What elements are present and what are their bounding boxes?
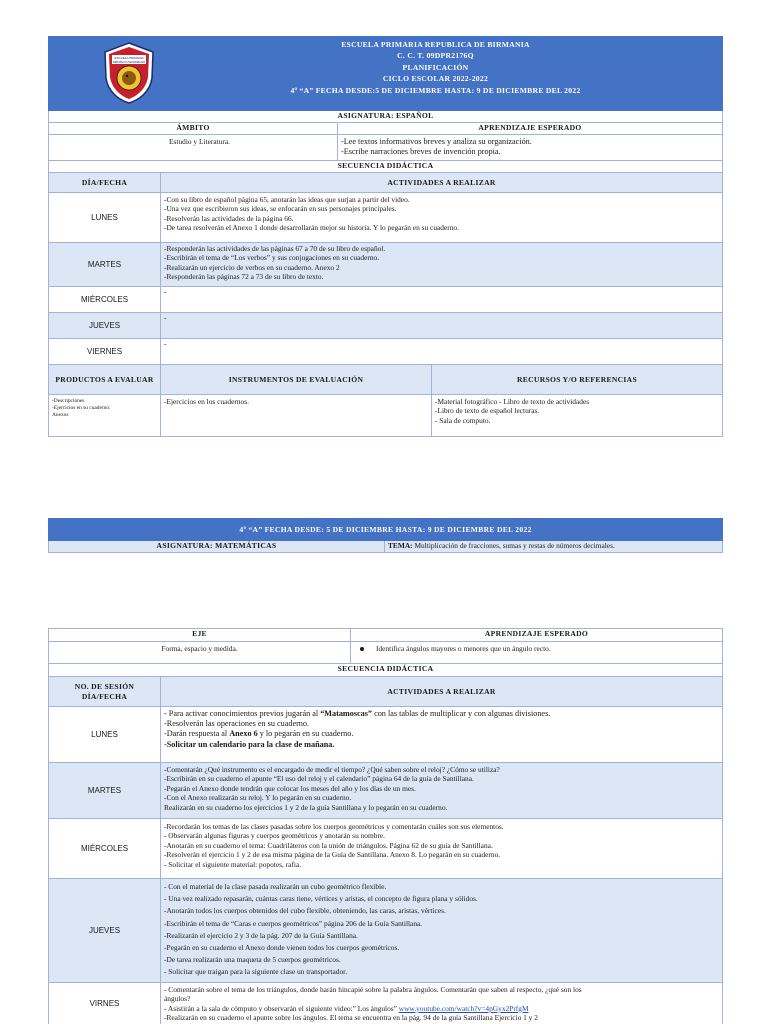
math-activities-lunes	[161, 707, 723, 763]
activity-line: -Resolverán el ejercicio 1 y 2 de esa misma página de la Guía de Santillana. Anexo 8. Lo pegarán en su cuaderno.	[164, 850, 501, 860]
instruments-value: -Ejercicios en los cuadernos.	[161, 395, 432, 437]
math-group-date: 4º “A” FECHA DESDE: 5 DE DICIEMBRE HASTA: 9 DE DICIEMBRE DEL 2022	[49, 519, 723, 541]
planning-title: PLANIFICACIÓN	[402, 62, 469, 72]
bullet-icon	[360, 647, 364, 651]
day-jueves: JUEVES	[49, 313, 161, 339]
activity-line: -De tarea realizarán una maqueta de 5 cuerpos geométricos.	[164, 955, 341, 965]
session-header	[49, 677, 161, 707]
instruments-header: INSTRUMENTOS DE EVALUACIÓN	[161, 365, 432, 395]
video-link[interactable]: www.youtube.com/watch?v=4pGyx2PrfgM	[398, 1003, 529, 1013]
math-day-viernes: VIRNES	[49, 983, 161, 1024]
day-date-header: DÍA/FECHA	[49, 173, 161, 193]
math-learning-header: APRENDIZAJE ESPERADO	[351, 629, 723, 642]
activity-line: -Escribirán en su cuaderno el apunte “El uso del reloj y el calendario” página 64 de la guía de Santillana.	[164, 774, 474, 784]
school-cct: C. C. T. 09DPR2176Q	[397, 51, 474, 61]
school-shield-logo	[103, 42, 155, 104]
activity-line: - Solicitar el siguiente material: popotes, rafia.	[164, 859, 302, 869]
math-activities-martes	[161, 763, 723, 819]
math-topic-label: TEMA:	[388, 541, 413, 550]
activity-line: -Responderán las páginas 72 a 73 de su libro de texto.	[164, 272, 324, 282]
activities-miercoles: -	[161, 287, 723, 313]
math-learning-value	[351, 642, 723, 664]
math-activities-miercoles	[161, 819, 723, 879]
math-day-jueves: JUEVES	[49, 879, 161, 983]
activity-line: - Comentarán sobre el tema de los triángulos, donde harán hincapié sobre la palabra ángulos. Comentarán que saben al respecto, ¿qué son los	[164, 985, 582, 994]
resource-item: - Sala de computo.	[435, 415, 491, 425]
school-name: ESCUELA PRIMARIA REPUBLICA DE BIRMANIA	[341, 40, 530, 49]
math-day-martes: MARTES	[49, 763, 161, 819]
school-header-text	[169, 39, 702, 96]
day-martes: MARTES	[49, 243, 161, 287]
activity-line: -Comentarán ¿Qué instrumento es el encargado de medir el tiempo? ¿Qué saben sobre el reloj? ¿Cómo se utiliza?	[164, 765, 500, 774]
math-table	[48, 628, 723, 1024]
math-plan	[48, 628, 722, 1024]
session-header-line2: DÍA/FECHA	[81, 691, 128, 701]
activities-lunes	[161, 193, 723, 243]
product-item: -Descripciones	[52, 398, 85, 404]
activities-martes	[161, 243, 723, 287]
activity-line: - Observarán algunas figuras y cuerpos geométricos y anotarán su nombre.	[164, 831, 386, 841]
resource-item: -Libro de texto de español lecturas.	[435, 406, 540, 416]
activity-line: - Para activar conocimientos previos jugarán al “Matamoscas” con las tablas de multiplicar y con algunas divisiones.	[164, 709, 551, 718]
activity-line: -Anotarán en su cuaderno el tema: Cuadriláteros con la unión de triángulos. Página 62 de su guía de Santillana.	[164, 840, 493, 850]
math-sequence-title: SECUENCIA DIDÁCTICA	[49, 664, 723, 677]
math-topic-value: Multiplicación de fracciones, sumas y restas de números decimales.	[412, 541, 615, 550]
activities-jueves: -	[161, 313, 723, 339]
learning-list	[338, 135, 723, 161]
math-activities-header: ACTIVIDADES A REALIZAR	[161, 677, 723, 707]
group-date-range: 4º “A” FECHA DESDE:5 DE DICIEMBRE HASTA: 9 DE DICIEMBRE DEL 2022	[290, 85, 581, 95]
activity-line: -Resolverán las actividades de la página 66.	[164, 213, 294, 223]
activity-line: -Darán respuesta al Anexo 6 y lo pegarán en su cuaderno.	[164, 729, 354, 739]
activity-line: -De tarea resolverán el Anexo 1 donde desarrollarán mejor su historia. Y lo pegarán en su cuaderno.	[164, 223, 459, 233]
activity-line: Realizarán en su cuaderno los ejercicios 1 y 2 de la guía Santillana y lo pegarán en su cuaderno.	[164, 802, 448, 812]
logo-text-top: ESCUELA PRIMARIA	[114, 56, 144, 60]
math-subject: ASIGNATURA: MATEMÁTICAS	[49, 541, 385, 553]
sequence-title: SECUENCIA DIDÁCTICA	[49, 161, 723, 173]
learning-item: -Lee textos informativos breves y analiza su organización.	[341, 137, 532, 146]
activity-line: -Pegarán en su cuaderno el Anexo donde vienen todos los cuerpos geométricos.	[164, 943, 400, 953]
activity-line: - Solicitar que traigan para la siguiente clase un transportador.	[164, 967, 348, 977]
product-item: Anexos	[52, 412, 69, 418]
resource-item: -Material fotográfico - Libro de texto de actividades	[435, 397, 590, 406]
school-header	[49, 37, 723, 111]
activity-line: -Recordarán los temas de las clases pasadas sobre los cuerpos geométricos y comentarán cuáles son sus elementos.	[164, 822, 504, 831]
activity-line: -Con su libro de español página 65, anotarán las ideas que surjan a partir del video.	[164, 195, 410, 204]
activity-line: -Responderán las actividades de las páginas 67 a 70 de su libro de español.	[164, 244, 386, 253]
activity-line: ángulos?	[164, 994, 191, 1004]
resources-list	[432, 395, 723, 437]
math-header-table	[48, 518, 723, 553]
activity-line: - Una vez realizado repasarán, cuántas caras tiene, vértices y aristas, el concepto de figura plana y sólidos.	[164, 894, 478, 904]
product-item: -Ejercicios en su cuaderno.	[52, 405, 111, 411]
products-header: PRODUCTOS A EVALUAR	[49, 365, 161, 395]
school-cycle: CICLO ESCOLAR 2022-2022	[382, 74, 489, 84]
learning-header: APRENDIZAJE ESPERADO	[338, 123, 723, 135]
activity-line: -Resolverán las operaciones en su cuaderno.	[164, 719, 310, 729]
activity-line: -Escribirán el tema de “Los verbos” y sus conjugaciones en su cuaderno.	[164, 253, 380, 263]
day-miercoles: MIÉRCOLES	[49, 287, 161, 313]
math-day-miercoles: MIÉRCOLES	[49, 819, 161, 879]
math-activities-viernes	[161, 983, 723, 1024]
activity-line: -Pegarán el Anexo donde tendrán que colocar los meses del año y los días de un mes.	[164, 783, 416, 793]
activities-header: ACTIVIDADES A REALIZAR	[161, 173, 723, 193]
spanish-table	[48, 36, 723, 437]
math-learning-text: Identifica ángulos mayores o menores que un ángulo recto.	[376, 644, 551, 653]
activity-line: - Con el material de la clase pasada realizarán un cubo geométrico flexible.	[164, 882, 387, 891]
spanish-plan	[48, 36, 722, 437]
learning-item: -Escribe narraciones breves de invención propia.	[341, 147, 501, 157]
ambito-header: ÁMBITO	[49, 123, 338, 135]
subject-title: ASIGNATURA: ESPAÑOL	[49, 111, 723, 123]
eje-header: EJE	[49, 629, 351, 642]
activity-line: -Realizarán en su cuaderno el apunte sobre los ángulos. El tema se encuentra en la pág. 94 de la guía Santillana Ejercicio 1 y 2	[164, 1013, 538, 1023]
resources-header: RECURSOS Y/O REFERENCIAS	[432, 365, 723, 395]
math-day-lunes: LUNES	[49, 707, 161, 763]
activity-line: - Asistirán a la sala de cómputo y observarán el siguiente video:” Los ángulos” www.youtube.com/watch?v=4pGyx2PrfgM	[164, 1003, 529, 1013]
activity-line: -Con el Anexo realizarán su reloj. Y lo pegarán en su cuaderno.	[164, 793, 352, 803]
activities-viernes: -	[161, 339, 723, 365]
activity-line: -Una vez que escribieron sus ideas, se enfocarán en sus personajes principales.	[164, 204, 397, 214]
ambito-value: Estudio y Literatura.	[49, 135, 338, 161]
session-header-line1: NO. DE SESIÓN	[74, 682, 135, 692]
math-topic	[385, 541, 723, 553]
math-header	[48, 518, 722, 553]
logo-text-bottom: REPUBLICA DE BIRMANIA	[112, 61, 146, 64]
activity-line: -Realizarán el ejercicio 2 y 3 de la pág. 207 de la Guía Santillana.	[164, 930, 358, 940]
day-lunes: LUNES	[49, 193, 161, 243]
eje-value: Forma, espacio y medida.	[49, 642, 351, 664]
day-viernes: VIERNES	[49, 339, 161, 365]
math-activities-jueves	[161, 879, 723, 983]
activity-line: -Realizarán un ejercicio de verbos en su cuaderno. Anexo 2	[164, 262, 340, 272]
products-list	[49, 395, 161, 437]
activity-line: -Anotarán todos los cuerpos obtenidos del cubo flexible, obteniendo, las caras, aristas, vértices.	[164, 906, 446, 916]
activity-line: -Solicitar un calendario para la clase de mañana.	[164, 739, 335, 749]
activity-line: -Escribirán el tema de “Caras e cuerpos geométricos” página 206 de la Guía Santillana.	[164, 918, 423, 928]
